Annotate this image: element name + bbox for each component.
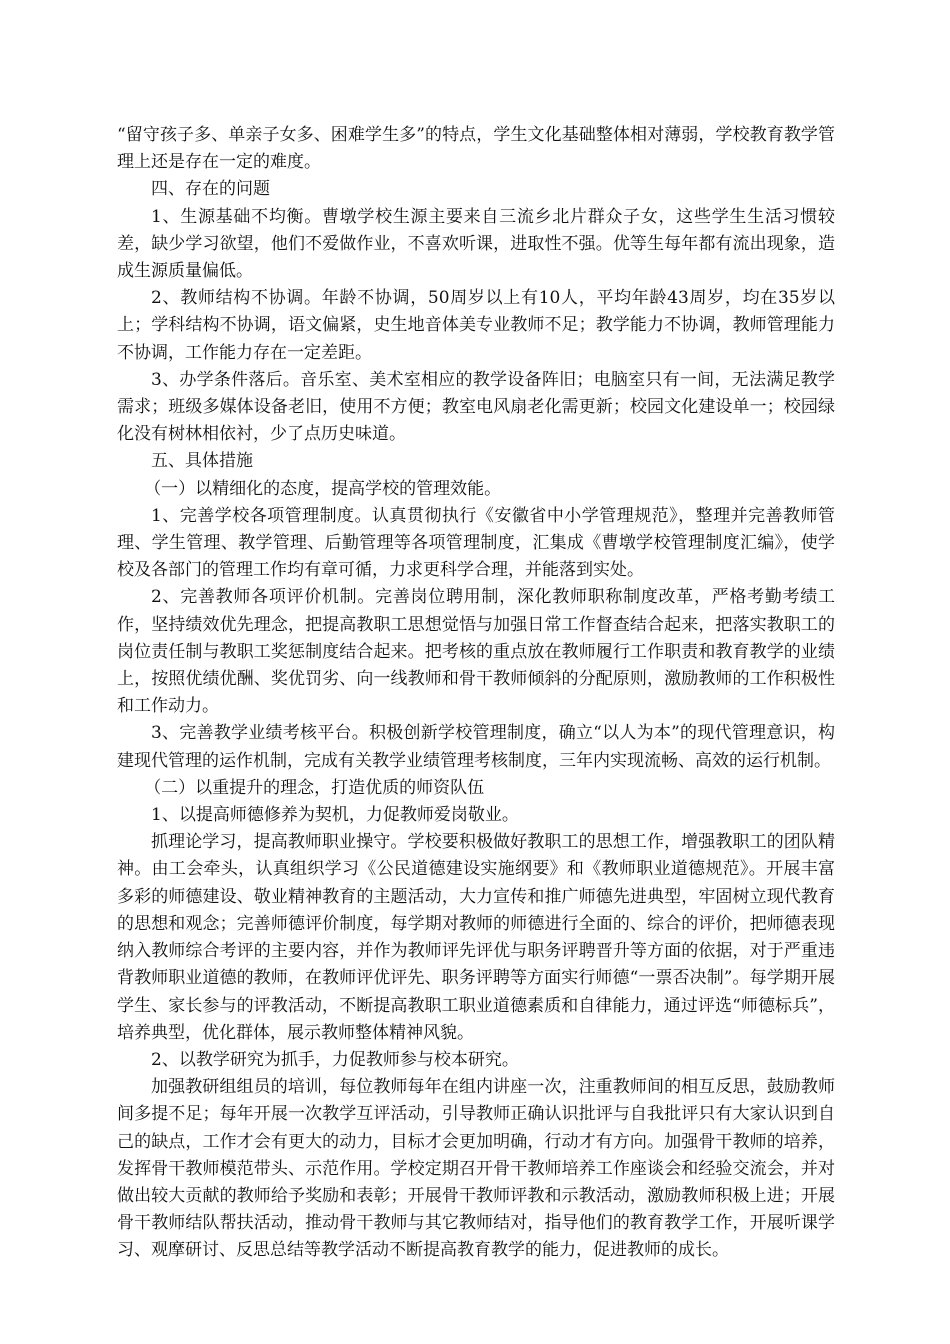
paragraph-ethics-body: 抓理论学习，提高教师职业操守。学校要积极做好教职工的思想工作，增强教职工的团队精神。由工会牵头，认真组织学习《公民道德建设实施纲要》和《教师职业道德规范》。开展丰富多彩的师德建设、敬业精神教育的主题活动，大力宣传和推广师德先进典型，牢固树立现代教育的思想和观念；完善师德评价制度，每学期对教师的师德进行全面的、综合的评价，把师德表现纳入教师综合考评的主要内容，并作为教师评先评优与职务评聘晋升等方面的依据，对于严重违背教师职业道德的教师，在教师评优评先、职务评聘等方面实行师德“一票否决制”。每学期开展学生、家长参与的评教活动，不断提高教职工职业道德素质和自律能力，通过评选“师德标兵”，培养典型，优化群体，展示教师整体精神风貌。 <box>117 832 835 1043</box>
paragraph-problem-3: 3、办学条件落后。音乐室、美术室相应的教学设备阵旧；电脑室只有一间，无法满足教学需求；班级多媒体设备老旧，使用不方便；教室电风扇老化需更新；校园文化建设单一；校园绿化没有树林相依衬，少了点历史味道。 <box>117 369 835 445</box>
paragraph-research-body: 加强教研组组员的培训，每位教师每年在组内讲座一次，注重教师间的相互反思，鼓励教师间多提不足；每年开展一次教学互评活动，引导教师正确认识批评与自我批评只有大家认识到自己的缺点，工作才会有更大的动力，目标才会更加明确，行动才有方向。加强骨干教师的培养，发挥骨干教师模范带头、示范作用。学校定期召开骨干教师培养工作座谈会和经验交流会，并对做出较大贡献的教师给予奖励和表彰；开展骨干教师评教和示教活动，激励教师积极上进；开展骨干教师结队帮扶活动，推动骨干教师与其它教师结对，指导他们的教育教学工作，开展听课学习、观摩研讨、反思总结等教学活动不断提高教育教学的能力，促进教师的成长。 <box>117 1077 835 1261</box>
subheading-management: （一）以精细化的态度，提高学校的管理效能。 <box>144 478 502 499</box>
subheading-teachers: （二）以重提升的理念，打造优质的师资队伍 <box>144 777 485 798</box>
section-heading-measures: 五、具体措施 <box>151 451 253 472</box>
paragraph-measure-3: 3、完善教学业绩考核平台。积极创新学校管理制度，确立“以人为本”的现代管理意识，构建现代管理的运作机制，完成有关教学业绩管理考核制度，三年内实现流畅、高效的运行机制。 <box>117 723 835 771</box>
section-heading-problems: 四、存在的问题 <box>151 179 270 200</box>
paragraph-research-title: 2、以教学研究为抓手，力促教师参与校本研究。 <box>151 1049 519 1070</box>
paragraph-problem-1: 1、生源基础不均衡。曹墩学校生源主要来自三流乡北片群众子女，这些学生生活习惯较差，缺少学习欲望，他们不爱做作业，不喜欢听课，进取性不强。优等生每年都有流出现象，造成生源质量偏低。 <box>117 206 835 282</box>
paragraph-measure-2: 2、完善教师各项评价机制。完善岗位聘用制，深化教师职称制度改革，严格考勤考绩工作，坚持绩效优先理念，把提高教职工思想觉悟与加强日常工作督查结合起来，把落实教职工的岗位责任制与教职工奖惩制度结合起来。把考核的重点放在教师履行工作职责和教育教学的业绩上，按照优绩优酬、奖优罚劣、向一线教师和骨干教师倾斜的分配原则，激励教师的工作积极性和工作动力。 <box>117 587 835 717</box>
paragraph-measure-1: 1、完善学校各项管理制度。认真贯彻执行《安徽省中小学管理规范》，整理并完善教师管理、学生管理、教学管理、后勤管理等各项管理制度，汇集成《曹墩学校管理制度汇编》，使学校及各部门的管理工作均有章可循，力求更科学合理，并能落到实处。 <box>117 505 835 581</box>
document-body <box>117 122 835 1265</box>
paragraph-continuation: “留守孩子多、单亲子女多、困难学生多”的特点，学生文化基础整体相对薄弱，学校教育教学管理上还是存在一定的难度。 <box>117 125 835 173</box>
paragraph-problem-2: 2、教师结构不协调。年龄不协调，50周岁以上有10人，平均年龄43周岁，均在35岁以上；学科结构不协调，语文偏紧，史生地音体美专业教师不足；教学能力不协调，教师管理能力不协调，工作能力存在一定差距。 <box>117 288 835 363</box>
paragraph-ethics-title: 1、以提高师德修养为契机，力促教师爱岗敬业。 <box>151 805 519 826</box>
